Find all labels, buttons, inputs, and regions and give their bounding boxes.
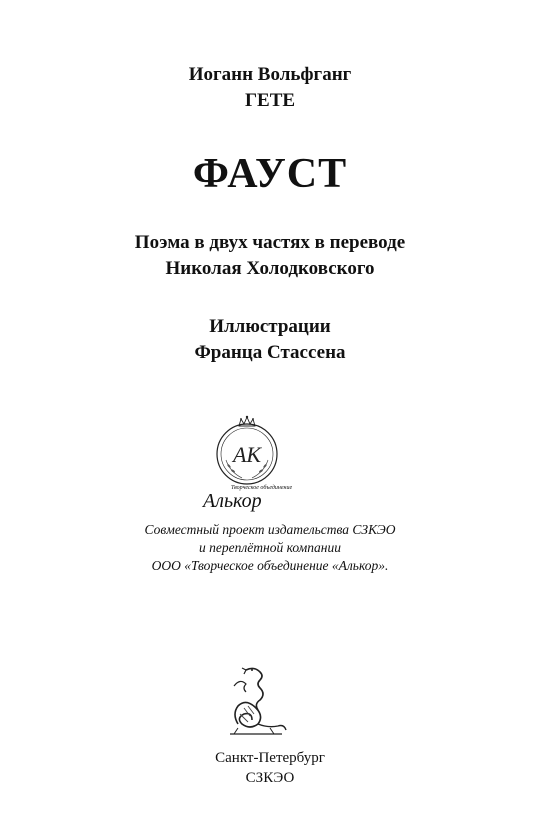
logo-monogram-text: АК (232, 442, 262, 467)
illustrations-line-2: Франца Стассена (194, 342, 346, 363)
logo-small-caption: Творческое объединение (231, 485, 293, 491)
illustrations-line-1: Иллюстрации (209, 316, 331, 337)
book-title: ФАУСТ (192, 151, 348, 197)
logo-name: Алькор (203, 490, 262, 512)
joint-project-line-3: ООО «Творческое объединение «Алькор». (151, 558, 389, 573)
imprint-city: Санкт-Петербург (215, 750, 325, 766)
subtitle-line-2: Николая Холодковского (165, 258, 375, 279)
joint-project-line-2: и переплётной компании (199, 540, 341, 555)
dragon-icon (224, 664, 288, 738)
imprint-publisher: СЗКЭО (245, 770, 295, 786)
author-last-name: ГЕТЕ (244, 90, 296, 111)
joint-project-line-1: Совместный проект издательства СЗКЭО (144, 522, 396, 537)
subtitle-line-1: Поэма в двух частях в переводе (134, 232, 406, 253)
author-first-names: Иоганн Вольфганг (188, 64, 352, 85)
alkor-monogram-icon (212, 414, 282, 488)
